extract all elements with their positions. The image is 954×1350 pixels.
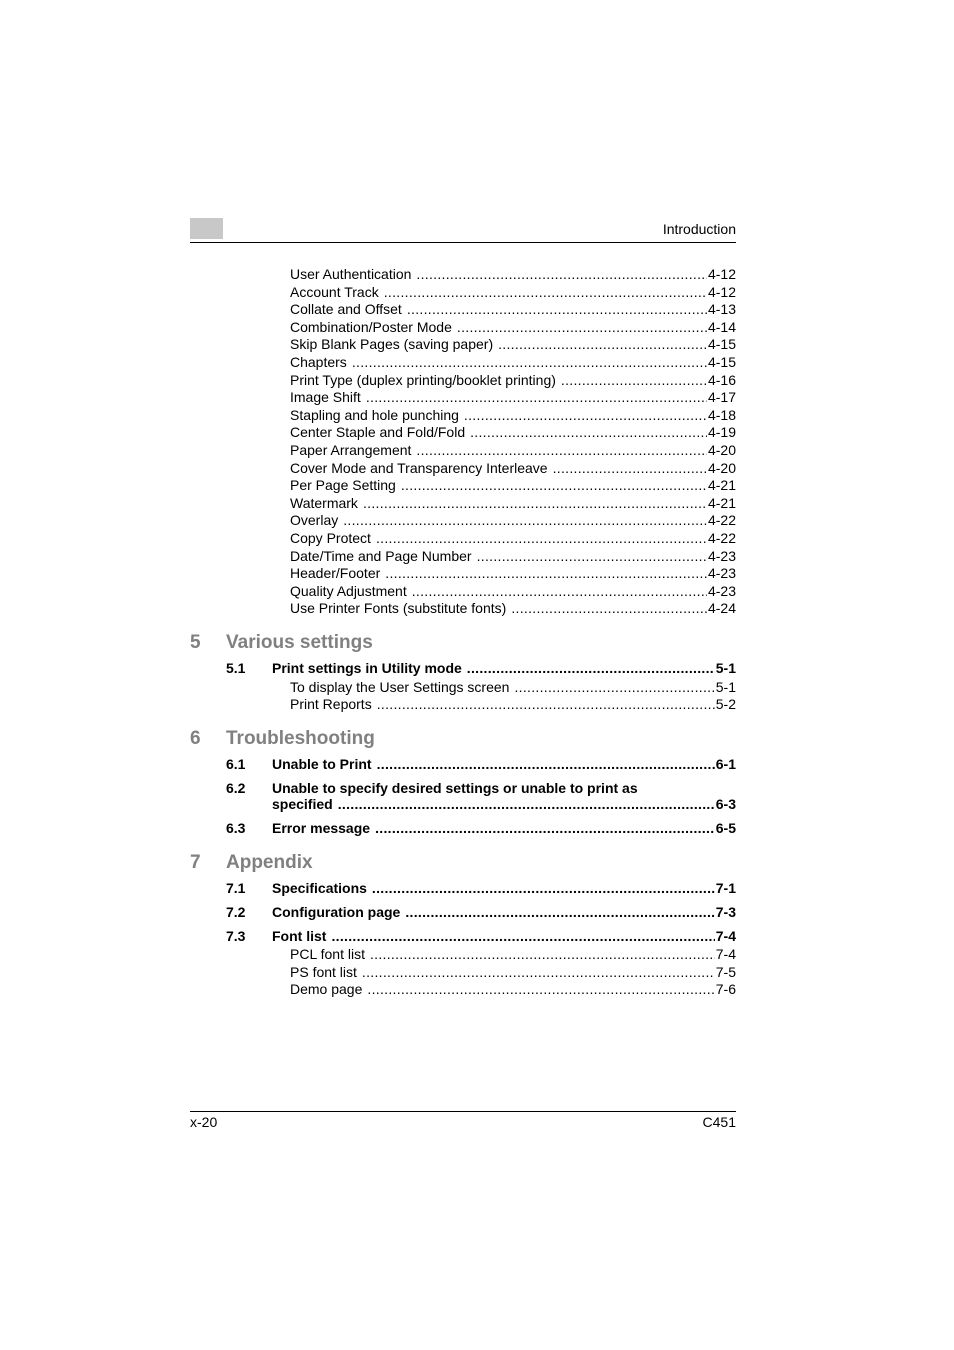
section-title: Configuration page [272, 903, 401, 920]
dot-leader [477, 548, 707, 566]
chapter-heading[interactable] [190, 852, 736, 874]
toc-entry-page: 5-1 [715, 678, 736, 695]
toc-entry-title: Copy Protect [290, 529, 371, 546]
chapter-title: Troubleshooting [226, 727, 375, 749]
toc-entry-title: Combination/Poster Mode [290, 318, 452, 335]
dot-leader [464, 407, 707, 425]
toc-entry[interactable] [190, 946, 736, 964]
section-title: Font list [272, 927, 327, 944]
section-title: Error message [272, 820, 371, 837]
toc-entry-page: 4-23 [707, 582, 736, 599]
toc-entry[interactable] [190, 964, 736, 982]
section-title: Specifications [272, 879, 367, 896]
toc-entry-page: 4-12 [707, 266, 736, 282]
section-page: 6-1 [715, 756, 736, 773]
toc-entry-title: Stapling and hole punching [290, 406, 459, 423]
toc-section[interactable] [190, 820, 736, 838]
dot-leader [385, 565, 707, 583]
toc-entry-title: Collate and Offset [290, 301, 402, 318]
dot-leader [362, 964, 715, 982]
section-number: 7.3 [226, 927, 246, 944]
toc-entry-page: 4-21 [707, 494, 736, 511]
section-page: 6-3 [715, 796, 736, 813]
toc-entry-title: Cover Mode and Transparency Interleave [290, 459, 548, 476]
toc-entry[interactable] [190, 548, 736, 566]
dot-leader [467, 660, 715, 678]
toc-entry-title: User Authentication [290, 266, 412, 282]
toc-entry[interactable] [190, 389, 736, 407]
toc-entry[interactable] [190, 477, 736, 495]
toc-entry[interactable] [190, 565, 736, 583]
toc-section[interactable] [190, 880, 736, 898]
chapter-title: Various settings [226, 631, 373, 653]
toc-entry[interactable] [190, 460, 736, 478]
dot-leader [376, 530, 707, 548]
dot-leader [372, 880, 715, 898]
toc-entry-title: Header/Footer [290, 565, 381, 582]
toc-section[interactable] [190, 780, 736, 814]
toc-section[interactable] [190, 660, 736, 678]
toc-entry-title: Print Reports [290, 696, 372, 713]
dot-leader [370, 946, 715, 964]
toc-entry-title: To display the User Settings screen [290, 678, 510, 695]
section-title-line1: Unable to specify desired settings or unable to print as [272, 779, 638, 796]
toc-entry-title: Demo page [290, 981, 363, 998]
toc-entry-title: Per Page Setting [290, 477, 396, 494]
toc-entry-title: Use Printer Fonts (substitute fonts) [290, 600, 507, 617]
toc-entry-title: Date/Time and Page Number [290, 547, 472, 564]
chapter-heading[interactable] [190, 728, 736, 750]
table-of-contents [190, 266, 736, 999]
chapter-number: 6 [190, 727, 201, 749]
toc-entry[interactable] [190, 512, 736, 530]
dot-leader [338, 796, 715, 814]
toc-entry[interactable] [190, 336, 736, 354]
header-rule [190, 242, 736, 243]
toc-entry-page: 4-15 [707, 336, 736, 353]
toc-top-list [190, 266, 736, 618]
toc-entry[interactable] [190, 407, 736, 425]
toc-entry-page: 4-22 [707, 529, 736, 546]
toc-entry[interactable] [190, 301, 736, 319]
dot-leader [470, 424, 707, 442]
section-number: 5.1 [226, 660, 246, 677]
toc-entry-page: 4-20 [707, 441, 736, 458]
dot-leader [352, 354, 707, 372]
toc-entry-title: Skip Blank Pages (saving paper) [290, 336, 494, 353]
toc-entry-page: 4-23 [707, 547, 736, 564]
dot-leader [377, 756, 715, 774]
dot-leader [416, 266, 707, 284]
section-number: 7.1 [226, 879, 246, 896]
dot-leader [561, 372, 707, 390]
dot-leader [416, 442, 707, 460]
toc-entry-page: 4-17 [707, 389, 736, 406]
dot-leader [514, 679, 714, 697]
toc-entry-title: Watermark [290, 494, 358, 511]
header-tab-marker [190, 218, 223, 239]
header-title: Introduction [662, 221, 736, 237]
toc-entry-page: 4-23 [707, 565, 736, 582]
dot-leader [511, 600, 707, 618]
toc-entry-page: 4-15 [707, 353, 736, 370]
toc-entry-title: Overlay [290, 512, 339, 529]
chapter-heading[interactable] [190, 632, 736, 654]
chapter-number: 7 [190, 851, 201, 873]
toc-entry[interactable] [190, 696, 736, 714]
toc-entry-title: Chapters [290, 353, 347, 370]
section-title: Unable to Print [272, 756, 372, 773]
toc-entry-page: 7-5 [715, 963, 736, 980]
dot-leader [375, 820, 715, 838]
toc-entry[interactable] [190, 284, 736, 302]
dot-leader [401, 477, 707, 495]
dot-leader [343, 512, 707, 530]
toc-entry[interactable] [190, 424, 736, 442]
toc-entry[interactable] [190, 354, 736, 372]
dot-leader [407, 301, 707, 319]
toc-entry-title: PS font list [290, 963, 357, 980]
toc-entry[interactable] [190, 981, 736, 999]
toc-entry-page: 4-12 [707, 283, 736, 300]
section-number: 6.2 [226, 779, 246, 796]
section-title-line2: specified [272, 796, 333, 813]
dot-leader [412, 583, 707, 601]
toc-section[interactable] [190, 928, 736, 946]
footer-page-number: x-20 [190, 1114, 218, 1130]
section-title: Print settings in Utility mode [272, 660, 462, 677]
toc-entry-title: Image Shift [290, 389, 361, 406]
toc-entry[interactable] [190, 266, 736, 284]
toc-entry-page: 4-16 [707, 371, 736, 388]
toc-entry-page: 4-19 [707, 424, 736, 441]
section-page: 7-1 [715, 879, 736, 896]
toc-section[interactable] [190, 904, 736, 922]
toc-entry-page: 4-24 [707, 600, 736, 617]
toc-entry[interactable] [190, 679, 736, 697]
toc-entry-page: 7-4 [715, 946, 736, 963]
section-page: 5-1 [715, 660, 736, 677]
toc-entry-title: Quality Adjustment [290, 582, 407, 599]
toc-entry-title: Paper Arrangement [290, 441, 412, 458]
dot-leader [553, 460, 707, 478]
toc-entry-title: Account Track [290, 283, 379, 300]
chapter-title: Appendix [226, 851, 313, 873]
dot-leader [331, 928, 714, 946]
dot-leader [405, 904, 714, 922]
toc-entry-page: 4-22 [707, 512, 736, 529]
section-number: 6.3 [226, 820, 246, 837]
toc-entry-page: 4-14 [707, 318, 736, 335]
chapter-number: 5 [190, 631, 201, 653]
toc-entry-page: 4-13 [707, 301, 736, 318]
toc-entry[interactable] [190, 442, 736, 460]
section-page: 6-5 [715, 820, 736, 837]
dot-leader [367, 981, 714, 999]
toc-entry-page: 4-20 [707, 459, 736, 476]
dot-leader [366, 389, 707, 407]
toc-entry-page: 5-2 [715, 696, 736, 713]
toc-entry-title: Print Type (duplex printing/booklet printing) [290, 371, 556, 388]
dot-leader [377, 696, 715, 714]
section-page: 7-3 [715, 903, 736, 920]
toc-entry-title: Center Staple and Fold/Fold [290, 424, 466, 441]
toc-entry[interactable] [190, 600, 736, 618]
section-page: 7-4 [715, 927, 736, 944]
toc-entry[interactable] [190, 583, 736, 601]
section-number: 7.2 [226, 903, 246, 920]
footer-rule [190, 1111, 736, 1112]
toc-entry-page: 4-21 [707, 477, 736, 494]
toc-entry[interactable] [190, 495, 736, 513]
toc-entry-page: 7-6 [715, 981, 736, 998]
toc-entry-page: 4-18 [707, 406, 736, 423]
toc-entry[interactable] [190, 319, 736, 337]
toc-entry-title: PCL font list [290, 946, 365, 963]
toc-entry[interactable] [190, 530, 736, 548]
toc-entry[interactable] [190, 372, 736, 390]
dot-leader [384, 284, 707, 302]
dot-leader [457, 319, 707, 337]
dot-leader [363, 495, 707, 513]
dot-leader [498, 336, 707, 354]
section-number: 6.1 [226, 756, 246, 773]
footer-model: C451 [702, 1114, 736, 1130]
toc-section[interactable] [190, 756, 736, 774]
